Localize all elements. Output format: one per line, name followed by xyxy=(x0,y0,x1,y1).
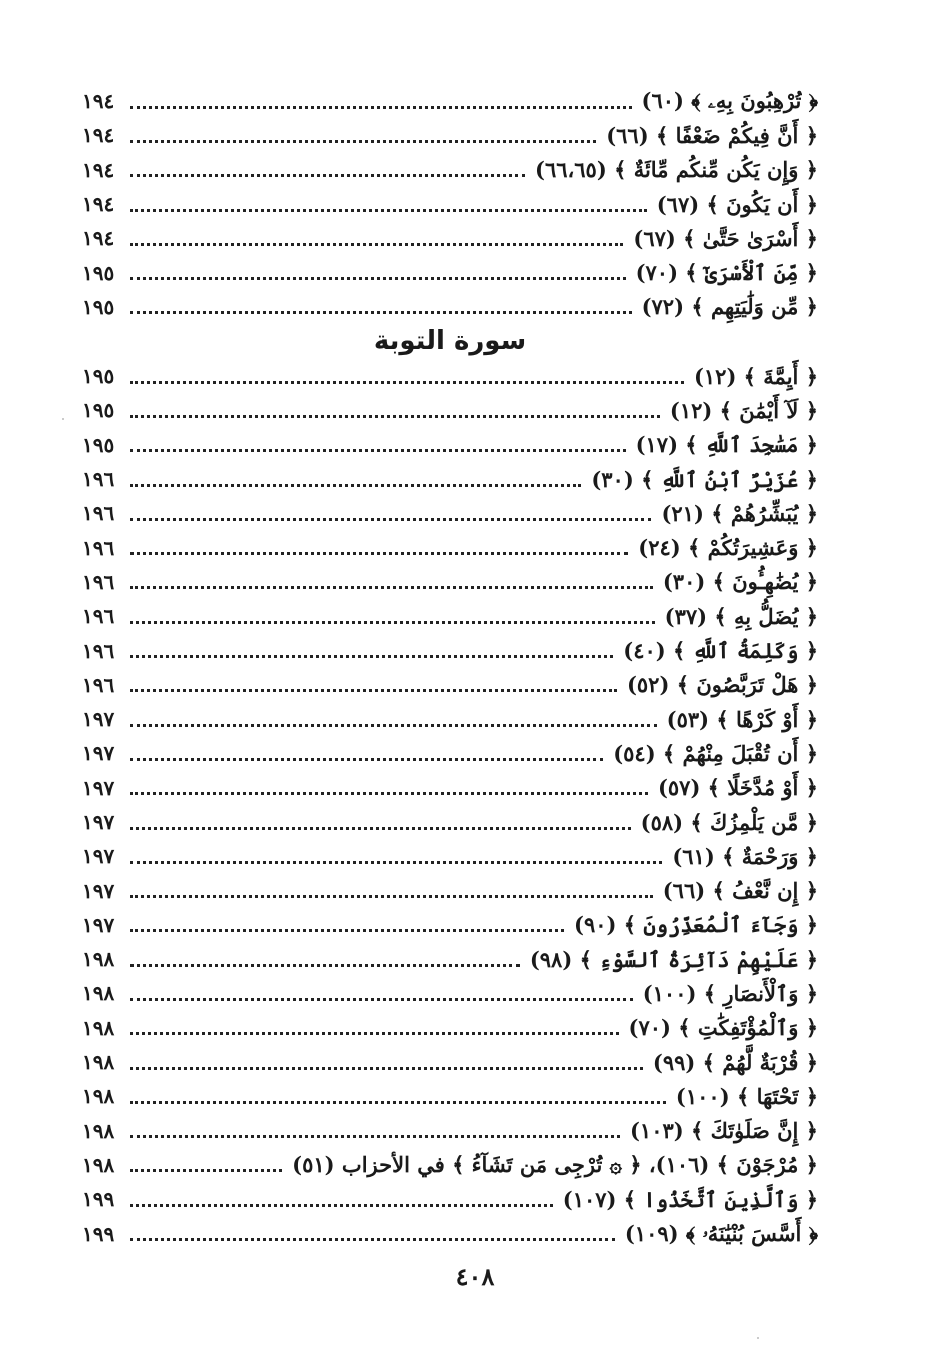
index-entry: ﴿ يُضَلُّ بِهِ ﴾ (٣٧) xyxy=(664,603,818,629)
index-row xyxy=(82,873,818,907)
dot-leader xyxy=(130,1032,619,1035)
index-entry: ﴿ يُبَشِّرُهُمْ ﴾ (٢١) xyxy=(661,500,818,526)
index-row xyxy=(82,221,818,255)
index-page-ref: ١٩٩ xyxy=(82,1221,115,1246)
dot-leader xyxy=(130,758,603,761)
index-row xyxy=(82,428,818,462)
index-page-ref: ١٩٦ xyxy=(82,569,115,594)
index-entry: ﴿ أَنَّ فِيكُمْ ضَعْفًا ﴾ (٦٦) xyxy=(606,122,818,148)
index-entry: ﴿ قُرْبَةٌ لَّهُمْ ﴾ (٩٩) xyxy=(652,1049,818,1075)
index-row xyxy=(82,702,818,736)
index-entry: ﴿ مِّن وَلَٰيَتِهِم ﴾ (٧٢) xyxy=(641,294,818,320)
index-page-ref: ١٩٧ xyxy=(82,912,115,937)
index-entry: ﴿ عُزَيْرٌ ٱبْنُ ٱللَّهِ ﴾ (٣٠) xyxy=(591,466,818,492)
index-entry: ﴿ أَسَّسَ بُنْيَٰنَهُۥ ﴾ (١٠٩) xyxy=(624,1220,818,1246)
index-page-ref: ١٩٤ xyxy=(82,89,115,114)
index-page-ref: ١٩٩ xyxy=(82,1187,115,1212)
index-entry: ﴿ إِن نَّعْفُ ﴾ (٦٦) xyxy=(662,878,818,904)
index-entry: ﴿ لَآ أَيْمَٰنَ ﴾ (١٢) xyxy=(669,397,818,423)
index-page-ref: ١٩٨ xyxy=(82,981,115,1006)
index-entry: ﴿ مُرْجَوْنَ ﴾ (١٠٦)، ﴿ ۞ تُرْجِى مَن تَشَآءُ ﴾ في الأحزاب (٥١) xyxy=(292,1152,818,1178)
dot-leader xyxy=(130,621,655,624)
index-page-ref: ١٩٧ xyxy=(82,844,115,869)
index-list-tawbah xyxy=(82,359,818,1251)
index-row xyxy=(82,771,818,805)
index-page-ref: ١٩٤ xyxy=(82,226,115,251)
index-entry: ﴿ مِّنَ ٱلْأَسْرَىٰٓ ﴾ (٧٠) xyxy=(635,260,818,286)
index-page-ref: ١٩٦ xyxy=(82,672,115,697)
index-page-ref: ١٩٨ xyxy=(82,947,115,972)
index-page-ref: ١٩٧ xyxy=(82,775,115,800)
dot-leader xyxy=(130,381,684,384)
index-row xyxy=(82,976,818,1010)
dot-leader xyxy=(130,209,647,212)
index-entry: ﴿ وَٱلْمُؤْتَفِكَٰتِ ﴾ (٧٠) xyxy=(628,1015,818,1041)
dot-leader xyxy=(130,1101,666,1104)
dot-leader xyxy=(130,484,581,487)
index-row xyxy=(82,908,818,942)
index-page-ref: ١٩٥ xyxy=(82,294,115,319)
index-page-ref: ١٩٧ xyxy=(82,810,115,834)
index-entry: ﴿ وَإِن يَكُن مِّنكُم مِّائَةٌ ﴾ (٦٦،٦٥) xyxy=(535,157,818,183)
index-entry: ﴿ إِنَّ صَلَوٰتَكَ ﴾ (١٠٣) xyxy=(629,1118,818,1144)
dot-leader xyxy=(130,415,660,418)
index-entry: ﴿ وَرَحْمَةٌ ﴾ (٦١) xyxy=(672,843,818,869)
dot-leader xyxy=(130,724,657,727)
index-entry: ﴿ وَٱلْأَنصَارِ ﴾ (١٠٠) xyxy=(642,980,818,1006)
index-row xyxy=(82,393,818,427)
dot-leader xyxy=(130,689,617,692)
dot-leader xyxy=(130,998,633,1001)
index-page-ref: ١٩٧ xyxy=(82,741,115,766)
index-row xyxy=(82,530,818,564)
index-entry: ﴿ أَوْ كَرْهًا ﴾ (٥٣) xyxy=(666,706,818,732)
index-row xyxy=(82,839,818,873)
index-page-ref: ١٩٨ xyxy=(82,1084,115,1109)
dot-leader xyxy=(130,1135,620,1138)
index-row xyxy=(82,496,818,530)
index-row xyxy=(82,1216,818,1250)
index-row xyxy=(82,736,818,770)
index-entry: ﴿ مَسَٰجِدَ ٱللَّهِ ﴾ (١٧) xyxy=(635,432,818,458)
dot-leader xyxy=(130,243,623,246)
index-row xyxy=(82,668,818,702)
index-page-ref: ١٩٨ xyxy=(82,1118,115,1143)
index-row xyxy=(82,565,818,599)
index-page-ref: ١٩٦ xyxy=(82,535,115,560)
index-row xyxy=(82,1182,818,1216)
index-entry: ﴿ وَجَآءَ ٱلْمُعَذِّرُونَ ﴾ (٩٠) xyxy=(574,912,818,938)
dot-leader xyxy=(130,964,520,967)
dot-leader xyxy=(130,449,626,452)
index-list-anfal xyxy=(82,84,818,324)
index-row xyxy=(82,290,818,324)
dot-leader xyxy=(130,861,662,864)
index-row xyxy=(82,942,818,976)
index-page-ref: ١٩٦ xyxy=(82,638,115,663)
index-entry: ﴿ أَن يَكُونَ ﴾ (٦٧) xyxy=(656,191,818,217)
index-entry: ﴿ تَحْتَهَا ﴾ (١٠٠) xyxy=(675,1083,818,1109)
dot-leader xyxy=(130,1169,282,1172)
index-page-ref: ١٩٤ xyxy=(82,123,115,148)
index-row xyxy=(82,359,818,393)
index-row xyxy=(82,1045,818,1079)
index-row xyxy=(82,187,818,221)
index-page-ref: ١٩٨ xyxy=(82,1050,115,1075)
dot-leader xyxy=(130,311,632,314)
index-row xyxy=(82,84,818,118)
dot-leader xyxy=(130,140,596,143)
index-row xyxy=(82,1114,818,1148)
dot-leader xyxy=(130,586,653,589)
dot-leader xyxy=(130,552,628,555)
dot-leader xyxy=(130,929,564,932)
index-entry: ﴿ أَن تُقْبَلَ مِنْهُمْ ﴾ (٥٤) xyxy=(613,740,818,766)
index-row xyxy=(82,462,818,496)
index-entry: ﴿ أَسْرَىٰ حَتَّىٰ ﴾ (٦٧) xyxy=(633,225,818,251)
index-row xyxy=(82,255,818,289)
dot-leader xyxy=(130,827,631,830)
dot-leader xyxy=(130,792,648,795)
index-entry: ﴿ وَكَلِمَةُ ٱللَّهِ ﴾ (٤٠) xyxy=(623,638,818,664)
index-page-ref: ١٩٥ xyxy=(82,398,115,423)
index-page-ref: ١٩٦ xyxy=(82,501,115,526)
index-row xyxy=(82,1011,818,1045)
index-page-ref: ١٩٥ xyxy=(82,432,115,457)
scan-speck xyxy=(757,1337,759,1339)
index-page-ref: ١٩٦ xyxy=(82,467,115,492)
index-row xyxy=(82,118,818,152)
index-page-ref: ١٩٧ xyxy=(82,707,115,732)
index-page-ref: ١٩٧ xyxy=(82,878,115,903)
section-title: سورة التوبة xyxy=(373,326,527,356)
dot-leader xyxy=(130,1204,553,1207)
index-page-ref: ١٩٤ xyxy=(82,157,115,182)
index-row xyxy=(82,633,818,667)
dot-leader xyxy=(130,277,626,280)
dot-leader xyxy=(130,174,525,177)
dot-leader xyxy=(130,655,613,658)
index-page-ref: ١٩٤ xyxy=(82,192,115,217)
index-entry: ﴿ وَٱلَّذِينَ ٱتَّخَذُوا ﴾ (١٠٧) xyxy=(562,1186,818,1212)
dot-leader xyxy=(130,1238,615,1241)
index-page-ref: ١٩٥ xyxy=(82,364,115,389)
index-entry: ﴿ عَلَيْهِمْ دَآئِرَةُ ٱلسَّوْءِ ﴾ (٩٨) xyxy=(529,946,818,972)
index-page-ref: ١٩٨ xyxy=(82,1152,115,1177)
dot-leader xyxy=(130,106,632,109)
index-row xyxy=(82,599,818,633)
index-row xyxy=(82,1148,818,1182)
index-page-ref: ١٩٦ xyxy=(82,604,115,629)
index-entry: ﴿ مَّن يَلْمِزُكَ ﴾ (٥٨) xyxy=(640,809,818,835)
dot-leader xyxy=(130,518,651,521)
index-page-ref: ١٩٥ xyxy=(82,260,115,285)
index-row xyxy=(82,805,818,839)
page-number: ٤٠٨ xyxy=(455,1262,495,1291)
dot-leader xyxy=(130,1067,643,1070)
index-row xyxy=(82,153,818,187)
index-row xyxy=(82,1079,818,1113)
index-entry: ﴿ يُضَٰهِـُٔونَ ﴾ (٣٠) xyxy=(662,569,818,595)
dot-leader xyxy=(130,895,653,898)
scan-speck xyxy=(62,418,64,420)
index-page-ref: ١٩٨ xyxy=(82,1015,115,1040)
index-entry: ﴿ وَعَشِيرَتُكُمْ ﴾ (٢٤) xyxy=(638,535,818,561)
index-entry: ﴿ أَيِمَّةَ ﴾ (١٢) xyxy=(693,363,818,389)
index-entry: ﴿ هَلْ تَرَبَّصُونَ ﴾ (٥٢) xyxy=(626,672,818,698)
index-entry: ﴿ أَوْ مُدَّخَلًا ﴾ (٥٧) xyxy=(657,775,818,801)
index-entry: ﴿ تُرْهِبُونَ بِهِۦ ﴾ (٦٠) xyxy=(641,88,818,114)
